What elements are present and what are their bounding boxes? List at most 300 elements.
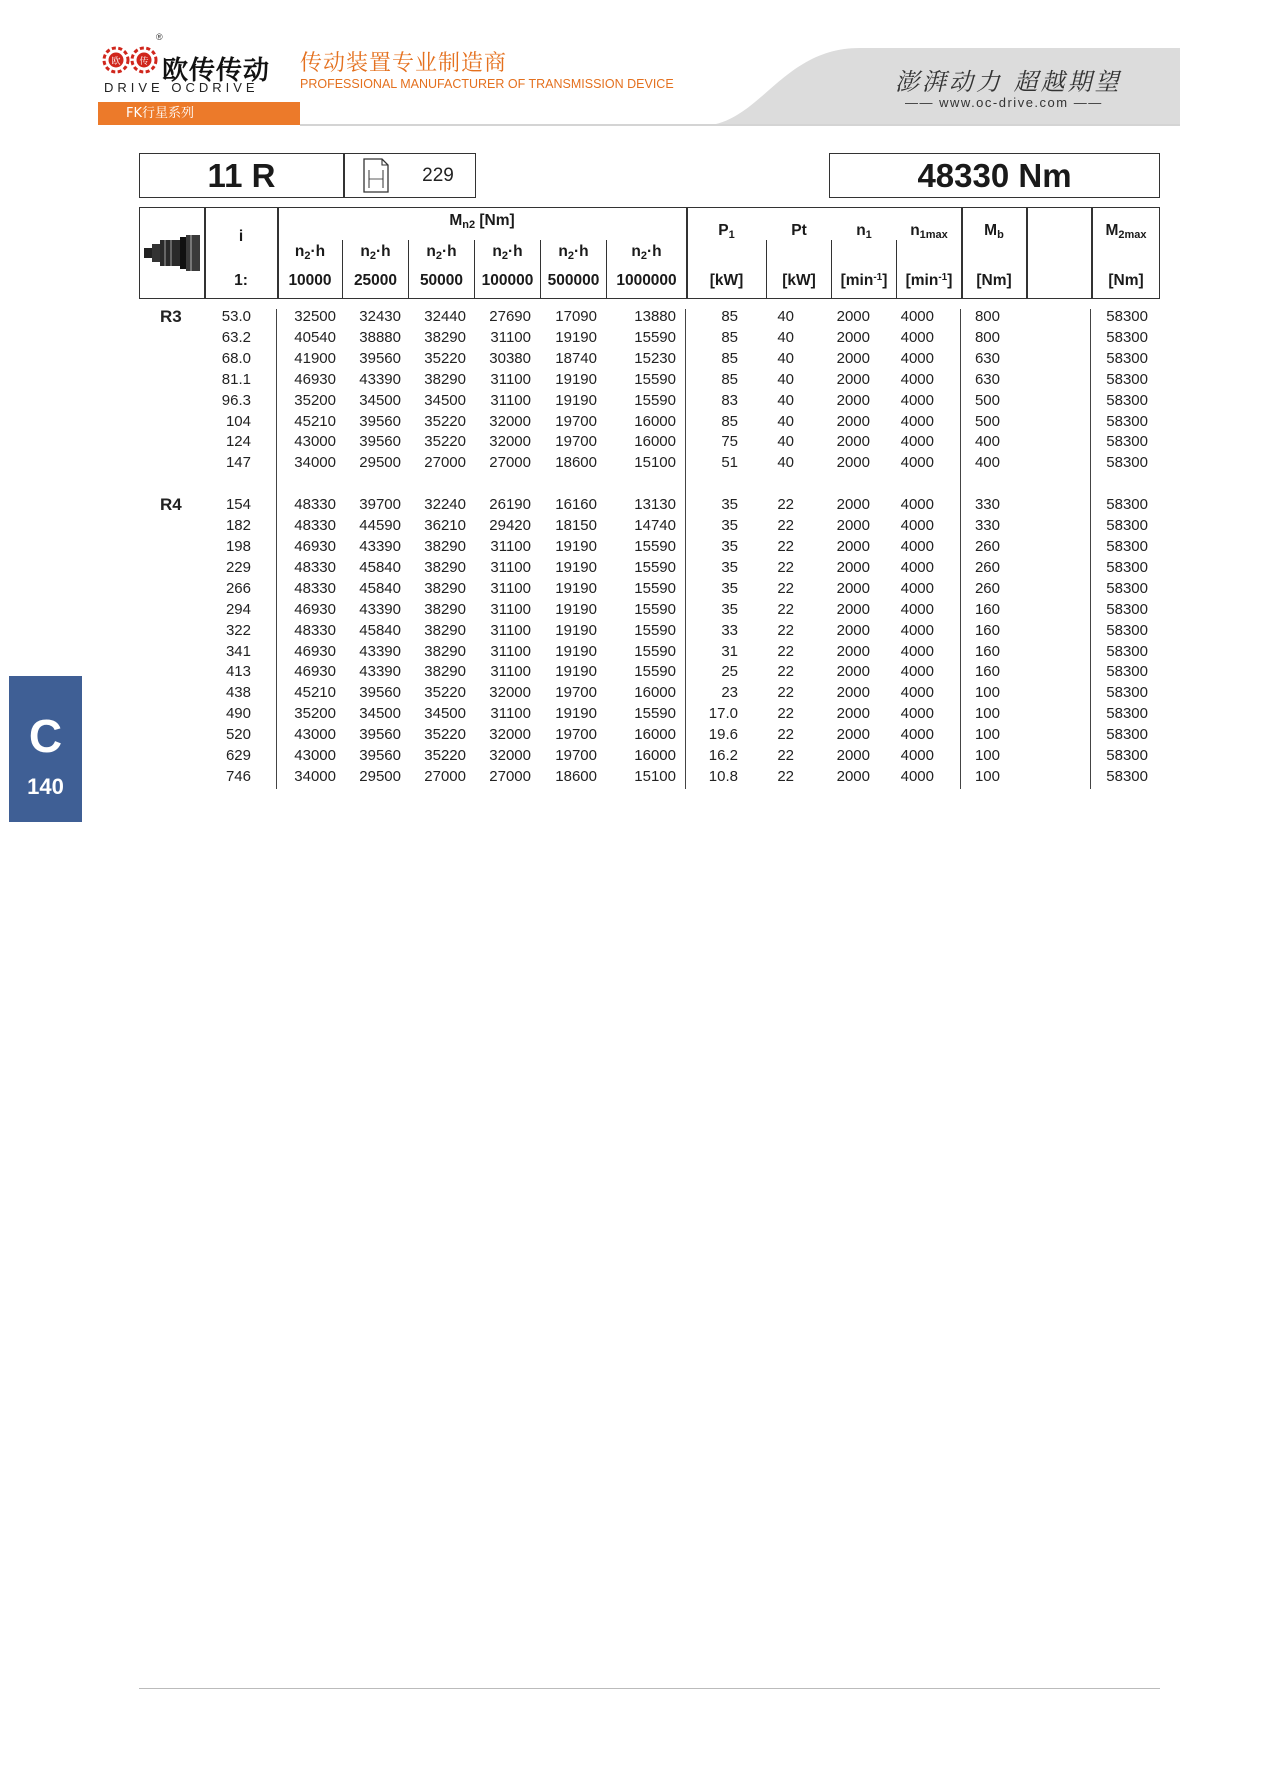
table-cell: 330 (974, 517, 1000, 535)
series-tab: FK行星系列 (98, 102, 300, 125)
table-row (0, 328, 1148, 346)
table-cell: 48330 (294, 558, 336, 576)
col-m2max: $M_{2max}$ (1105, 222, 1147, 241)
table-cell: 490 (225, 705, 251, 723)
table-cell: 39560 (359, 433, 401, 451)
table-cell: 2000 (836, 370, 870, 388)
table-cell: 19190 (555, 642, 597, 660)
table-cell: 100 (974, 747, 1000, 764)
table-cell: 34500 (359, 391, 401, 409)
table-cell: 85 (721, 328, 738, 346)
table-cell: 32000 (489, 433, 531, 451)
table-row (0, 433, 1148, 451)
table-cell: 15590 (634, 328, 676, 346)
table-cell: 58300 (1106, 579, 1148, 597)
group-label: R3 (160, 307, 182, 326)
table-cell: 15590 (634, 663, 676, 681)
table-cell: 45210 (294, 684, 336, 702)
table-cell: 4000 (900, 767, 934, 785)
hours-value: 500000 (547, 272, 600, 289)
table-row (0, 663, 1148, 681)
table-cell: 31100 (490, 621, 531, 639)
table-cell: 22 (777, 600, 794, 618)
table-cell: 58300 (1106, 684, 1148, 702)
tagline-english: PROFESSIONAL MANUFACTURER OF TRANSMISSION DEVICE (300, 77, 674, 91)
table-cell: 100 (974, 767, 1000, 785)
table-cell: 19700 (555, 726, 597, 744)
table-cell: 13880 (634, 308, 676, 325)
col-n1: $n_1$ (856, 222, 872, 241)
table-row (0, 747, 1148, 764)
section-side-tab (9, 676, 82, 822)
table-row (0, 705, 1148, 723)
hours-value: 1000000 (616, 272, 677, 289)
table-cell: 18600 (555, 767, 597, 785)
logo-chinese: 欧传传动 (162, 56, 271, 86)
table-cell: 19700 (555, 684, 597, 702)
website-dash-right: —— (1073, 95, 1103, 110)
table-cell: 22 (777, 538, 794, 555)
table-row (0, 412, 1148, 430)
table-cell: 43000 (294, 747, 336, 764)
table-cell: 2000 (836, 412, 870, 430)
col-n1max-unit: $[\min^{-1}]$ (905, 272, 953, 289)
table-cell: 22 (777, 767, 794, 785)
table-cell: 48330 (294, 496, 336, 514)
table-cell: 16.2 (708, 747, 738, 764)
table-cell: 266 (225, 579, 251, 597)
model-code: 11 R (207, 157, 276, 194)
table-cell: 124 (225, 433, 251, 451)
table-cell: 104 (225, 412, 251, 430)
body-divider (276, 309, 277, 789)
table-cell: 32500 (294, 308, 336, 325)
table-cell: 38290 (424, 642, 466, 660)
table-row (0, 684, 1148, 702)
hours-value: 25000 (353, 272, 398, 289)
table-cell: 32440 (424, 308, 466, 325)
table-cell: 19190 (555, 391, 597, 409)
table-cell: 4000 (900, 328, 934, 346)
table-cell: 40 (777, 391, 794, 409)
page-number: 140 (27, 774, 64, 799)
table-cell: 438 (225, 684, 251, 702)
table-cell: 322 (225, 621, 251, 639)
table-cell: 39700 (359, 496, 401, 514)
table-cell: 198 (225, 538, 251, 555)
table-cell: 100 (974, 684, 1000, 702)
table-cell: 58300 (1106, 558, 1148, 576)
table-cell: 81.1 (221, 370, 251, 388)
table-cell: 32000 (489, 684, 531, 702)
table-cell: 100 (974, 705, 1000, 723)
table-cell: 58300 (1106, 663, 1148, 681)
table-cell: 15100 (634, 454, 676, 472)
table-cell: 16000 (634, 412, 676, 430)
table-cell: 75 (721, 433, 738, 451)
table-cell: 34000 (294, 767, 336, 785)
table-cell: 2000 (836, 579, 870, 597)
table-cell: 39560 (359, 412, 401, 430)
table-cell: 30380 (489, 349, 531, 367)
table-cell: 41900 (294, 349, 336, 367)
table-cell: 294 (225, 600, 251, 618)
table-cell: 27690 (489, 308, 531, 325)
registered-mark: ® (156, 32, 163, 42)
table-cell: 2000 (836, 600, 870, 618)
table-row (0, 642, 1148, 660)
table-cell: 38290 (424, 600, 466, 618)
table-cell: 16000 (634, 433, 676, 451)
table-cell: 4000 (900, 600, 934, 618)
logo-gear-right: 传 (139, 57, 149, 67)
col-p1-unit: [kW] (709, 272, 744, 289)
table-cell: 35220 (424, 433, 466, 451)
document-icon (362, 157, 390, 194)
table-cell: 4000 (900, 370, 934, 388)
table-cell: 160 (974, 642, 1000, 660)
tagline-chinese: 传动装置专业制造商 (300, 51, 508, 76)
table-cell: 27000 (489, 454, 531, 472)
table-cell: 15590 (634, 600, 676, 618)
table-cell: 58300 (1106, 433, 1148, 451)
table-cell: 58300 (1106, 370, 1148, 388)
table-cell: 35 (721, 600, 738, 618)
table-cell: 35 (721, 538, 738, 555)
table-cell: 58300 (1106, 349, 1148, 367)
table-cell: 630 (974, 370, 1000, 388)
table-cell: 31100 (490, 705, 531, 723)
table-cell: 43390 (359, 538, 401, 555)
table-cell: 43390 (359, 600, 401, 618)
table-cell: 38880 (359, 328, 401, 346)
table-cell: 16160 (555, 496, 597, 514)
section-letter: C (28, 710, 63, 762)
table-cell: 38290 (424, 579, 466, 597)
table-cell: 2000 (836, 308, 870, 325)
table-cell: 629 (225, 747, 251, 764)
table-row (0, 349, 1148, 367)
rated-torque: 48330 Nm (917, 157, 1072, 194)
table-cell: 26190 (489, 496, 531, 514)
table-cell: 14740 (634, 517, 676, 535)
logo-gear-left: 欧 (111, 57, 121, 67)
gearmotor-icon (142, 232, 204, 274)
table-cell: 16000 (634, 726, 676, 744)
table-cell: 4000 (900, 538, 934, 555)
table-cell: 22 (777, 621, 794, 639)
table-cell: 33 (721, 621, 738, 639)
col-mb: $M_b$ (984, 222, 1004, 241)
table-cell: 83 (721, 391, 738, 409)
table-cell: 39560 (359, 726, 401, 744)
table-cell: 4000 (900, 558, 934, 576)
table-cell: 40 (777, 454, 794, 472)
table-row (0, 538, 1148, 555)
table-cell: 13130 (634, 496, 676, 514)
col-m2max-unit: [Nm] (1108, 272, 1144, 289)
table-cell: 45840 (359, 621, 401, 639)
table-cell: 2000 (836, 558, 870, 576)
table-cell: 45210 (294, 412, 336, 430)
table-cell: 25 (721, 663, 738, 681)
table-cell: 2000 (836, 621, 870, 639)
table-cell: 2000 (836, 663, 870, 681)
table-cell: 63.2 (221, 328, 251, 346)
table-cell: 38290 (424, 558, 466, 576)
table-cell: 160 (974, 600, 1000, 618)
table-cell: 32000 (489, 747, 531, 764)
header-divider (766, 240, 767, 299)
table-cell: 4000 (900, 308, 934, 325)
header-rule (300, 124, 1180, 126)
table-cell: 15230 (634, 349, 676, 367)
table-cell: 29500 (359, 767, 401, 785)
logo-gears-icon (100, 40, 162, 84)
table-cell: 22 (777, 705, 794, 723)
table-cell: 4000 (900, 663, 934, 681)
table-cell: 48330 (294, 621, 336, 639)
table-cell: 58300 (1106, 454, 1148, 472)
table-cell: 19700 (555, 412, 597, 430)
table-cell: 19700 (555, 433, 597, 451)
table-cell: 43000 (294, 433, 336, 451)
table-cell: 2000 (836, 747, 870, 764)
table-cell: 38290 (424, 663, 466, 681)
table-cell: 38290 (424, 621, 466, 639)
table-cell: 58300 (1106, 328, 1148, 346)
footer-rule (139, 1688, 1160, 1689)
table-cell: 800 (974, 308, 1000, 325)
table-cell: 100 (974, 726, 1000, 744)
table-cell: 35220 (424, 747, 466, 764)
table-cell: 32000 (489, 726, 531, 744)
table-cell: 2000 (836, 328, 870, 346)
table-cell: 85 (721, 412, 738, 430)
hours-value: 100000 (481, 272, 534, 289)
page-reference: 229 (422, 165, 454, 186)
table-cell: 58300 (1106, 705, 1148, 723)
table-row (0, 726, 1148, 744)
table-cell: 182 (225, 517, 251, 535)
table-cell: 31100 (490, 391, 531, 409)
table-cell: 4000 (900, 621, 934, 639)
table-cell: 260 (974, 579, 1000, 597)
table-cell: 16000 (634, 747, 676, 764)
table-cell: 413 (225, 663, 251, 681)
table-cell: 15590 (634, 642, 676, 660)
table-cell: 27000 (424, 767, 466, 785)
table-cell: 18740 (555, 349, 597, 367)
table-cell: 31100 (490, 642, 531, 660)
table-cell: 58300 (1106, 496, 1148, 514)
table-cell: 96.3 (221, 391, 251, 409)
table-cell: 38290 (424, 370, 466, 388)
table-cell: 2000 (836, 642, 870, 660)
slogan: 澎湃动力 超越期望 (895, 68, 1122, 96)
table-row (0, 600, 1148, 618)
table-cell: 31100 (490, 538, 531, 555)
table-cell: 58300 (1106, 642, 1148, 660)
table-cell: 229 (225, 558, 251, 576)
table-cell: 27000 (489, 767, 531, 785)
table-cell: 400 (974, 433, 1000, 451)
table-cell: 58300 (1106, 600, 1148, 618)
body-divider (685, 309, 686, 789)
table-cell: 260 (974, 558, 1000, 576)
table-cell: 45840 (359, 558, 401, 576)
table-cell: 58300 (1106, 747, 1148, 764)
table-cell: 32430 (359, 308, 401, 325)
table-cell: 800 (974, 328, 1000, 346)
table-cell: 19190 (555, 328, 597, 346)
table-cell: 40 (777, 370, 794, 388)
col-n1max: $n_{1max}$ (910, 222, 948, 241)
hours-label: $n_2\cdot h$ (492, 243, 523, 262)
hours-label: $n_2\cdot h$ (558, 243, 589, 262)
table-cell: 35200 (294, 391, 336, 409)
table-cell: 43390 (359, 642, 401, 660)
table-cell: 147 (225, 454, 251, 472)
table-cell: 46930 (294, 663, 336, 681)
table-cell: 15590 (634, 391, 676, 409)
table-cell: 40 (777, 328, 794, 346)
table-cell: 58300 (1106, 767, 1148, 785)
table-cell: 22 (777, 642, 794, 660)
hours-value: 50000 (419, 272, 464, 289)
table-cell: 15590 (634, 705, 676, 723)
table-cell: 58300 (1106, 726, 1148, 744)
table-cell: 2000 (836, 705, 870, 723)
table-cell: 500 (974, 412, 1000, 430)
table-cell: 10.8 (708, 767, 738, 785)
table-cell: 40 (777, 308, 794, 325)
table-cell: 58300 (1106, 412, 1148, 430)
table-cell: 29500 (359, 454, 401, 472)
table-cell: 160 (974, 663, 1000, 681)
header-divider (896, 240, 897, 299)
website-link[interactable] (905, 95, 1103, 110)
table-cell: 15590 (634, 579, 676, 597)
table-cell: 22 (777, 558, 794, 576)
table-cell: 31100 (490, 600, 531, 618)
table-cell: 260 (974, 538, 1000, 555)
hours-label: $n_2\cdot h$ (426, 243, 457, 262)
table-cell: 500 (974, 391, 1000, 409)
header-divider (831, 240, 832, 299)
table-cell: 85 (721, 308, 738, 325)
table-cell: 40 (777, 349, 794, 367)
table-cell: 58300 (1106, 517, 1148, 535)
table-cell: 2000 (836, 684, 870, 702)
col-pt-unit: [kW] (782, 272, 816, 289)
table-row (0, 370, 1148, 388)
table-cell: 48330 (294, 579, 336, 597)
table-cell: 22 (777, 684, 794, 702)
table-cell: 400 (974, 454, 1000, 472)
table-cell: 4000 (900, 684, 934, 702)
table-cell: 18600 (555, 454, 597, 472)
table-cell: 4000 (900, 391, 934, 409)
table-cell: 34500 (424, 705, 466, 723)
table-cell: 2000 (836, 433, 870, 451)
table-cell: 38290 (424, 328, 466, 346)
table-cell: 4000 (900, 747, 934, 764)
table-cell: 46930 (294, 538, 336, 555)
table-cell: 15100 (634, 767, 676, 785)
table-cell: 23 (721, 684, 738, 702)
table-cell: 43390 (359, 370, 401, 388)
table-cell: 19190 (555, 621, 597, 639)
table-cell: 19190 (555, 558, 597, 576)
table-cell: 2000 (836, 454, 870, 472)
table-cell: 85 (721, 370, 738, 388)
hours-label: $n_2\cdot h$ (360, 243, 391, 262)
table-cell: 2000 (836, 349, 870, 367)
table-cell: 15590 (634, 621, 676, 639)
table-cell: 34500 (424, 391, 466, 409)
table-cell: 58300 (1106, 621, 1148, 639)
table-cell: 2000 (836, 391, 870, 409)
table-cell: 34500 (359, 705, 401, 723)
table-cell: 630 (974, 349, 1000, 367)
table-cell: 58300 (1106, 308, 1148, 325)
hours-label: $n_2\cdot h$ (631, 243, 662, 262)
table-row (0, 558, 1148, 576)
table-cell: 35220 (424, 412, 466, 430)
table-cell: 2000 (836, 767, 870, 785)
table-cell: 27000 (424, 454, 466, 472)
table-cell: 35220 (424, 684, 466, 702)
table-cell: 43390 (359, 663, 401, 681)
table-cell: 32240 (424, 496, 466, 514)
body-divider (1090, 309, 1091, 789)
col-i: i (238, 228, 244, 245)
hours-value: 10000 (288, 272, 332, 289)
hours-label: $n_2\cdot h$ (294, 243, 326, 262)
table-row (0, 767, 1148, 785)
table-cell: 4000 (900, 433, 934, 451)
table-cell: 39560 (359, 684, 401, 702)
table-cell: 19190 (555, 538, 597, 555)
table-cell: 31100 (490, 370, 531, 388)
table-cell: 58300 (1106, 538, 1148, 555)
website-dash-left: —— (905, 95, 934, 110)
table-cell: 35220 (424, 349, 466, 367)
table-cell: 18150 (555, 517, 597, 535)
header-divider (1026, 207, 1028, 299)
website-url[interactable]: www.oc-drive.com (939, 95, 1069, 110)
table-cell: 34000 (294, 454, 336, 472)
table-cell: 330 (974, 496, 1000, 514)
table-cell: 746 (225, 767, 251, 785)
table-cell: 4000 (900, 726, 934, 744)
table-cell: 154 (225, 496, 251, 514)
table-cell: 51 (721, 454, 738, 472)
table-cell: 341 (225, 642, 251, 660)
table-cell: 36210 (424, 517, 466, 535)
table-cell: 4000 (900, 579, 934, 597)
table-cell: 31100 (490, 558, 531, 576)
table-cell: 31100 (490, 663, 531, 681)
table-cell: 68.0 (221, 349, 251, 367)
table-cell: 35 (721, 579, 738, 597)
table-cell: 4000 (900, 705, 934, 723)
table-cell: 4000 (900, 496, 934, 514)
table-cell: 4000 (900, 349, 934, 367)
table-cell: 19.6 (708, 726, 738, 744)
col-p1: $P_1$ (718, 222, 735, 241)
